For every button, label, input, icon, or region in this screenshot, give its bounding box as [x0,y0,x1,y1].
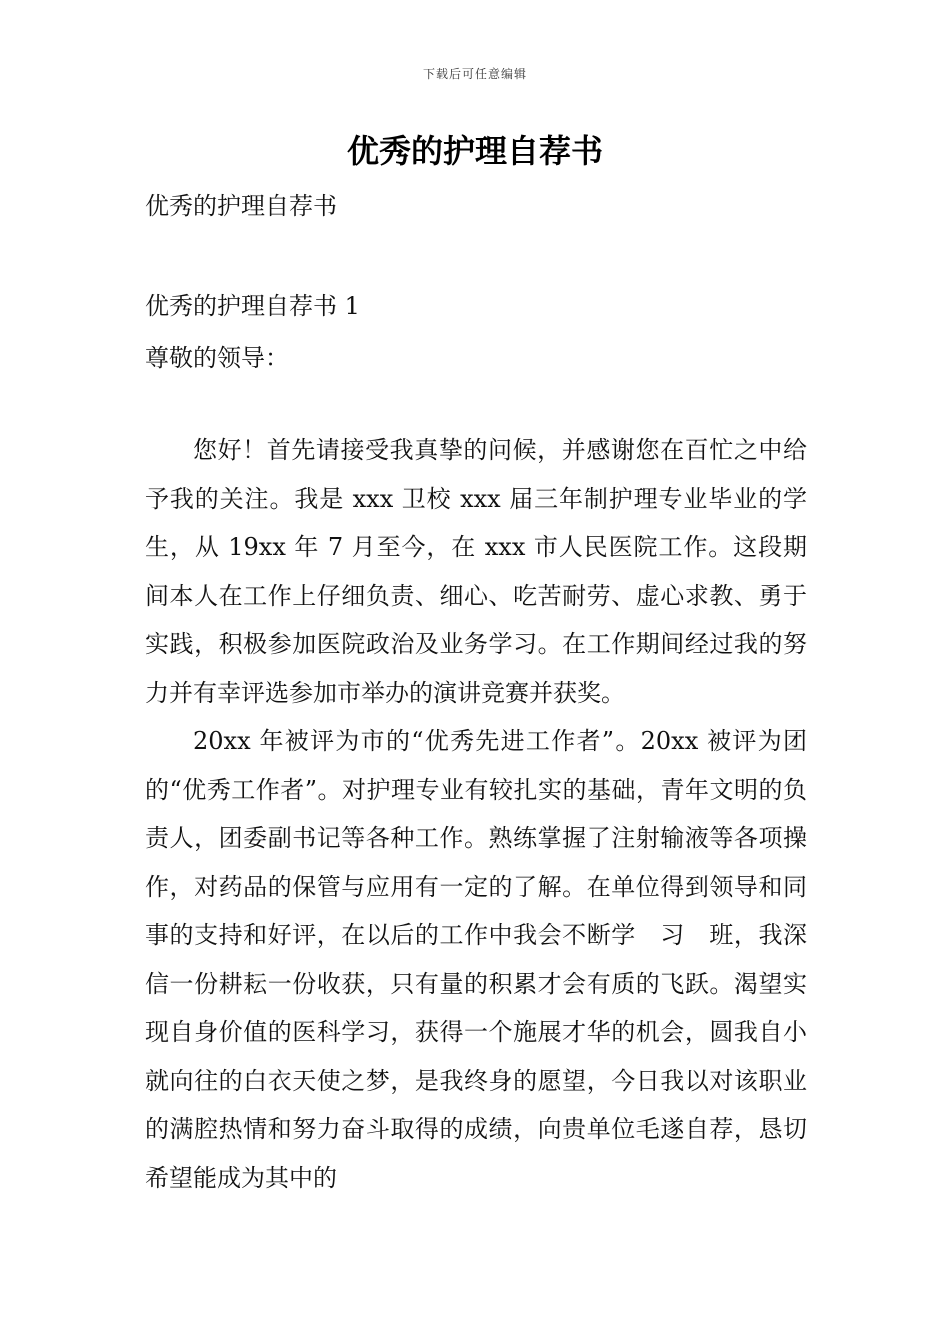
section-heading: 优秀的护理自荐书 1 [145,292,360,320]
document-subtitle: 优秀的护理自荐书 [145,192,337,220]
header-note: 下载后可任意编辑 [422,67,527,81]
paragraph: 您好！首先请接受我真挚的问候，并感谢您在百忙之中给予我的关注。我是 xxx 卫校 xxx 届三年制护理专业毕业的学生，从 19xx 年 7 月至今，在 xxx 市人民医院工作。这段期间本人在工作上仔细负责、细心、吃苦耐劳、虚心求教、勇于实践，积极参加医院政治及业务学习。在工作期间经过我的努力并有幸评选参加市举办的演讲竞赛并获奖。 [145,436,807,707]
letter-body [145,426,807,1202]
paragraph: 20xx 年被评为市的“优秀先进工作者”。20xx 被评为团的“优秀工作者”。对护理专业有较扎实的基础，青年文明的负责人，团委副书记等各种工作。熟练掌握了注射输液等各项操作，对药品的保管与应用有一定的了解。在单位得到领导和同事的支持和好评，在以后的工作中我会不断学 习 班，我深信一份耕耘一份收获，只有量的积累才会有质的飞跃。渴望实现自身价值的医科学习，获得一个施展才华的机会，圆我自小就向往的白衣天使之梦，是我终身的愿望，今日我以对该职业的满腔热情和努力奋斗取得的成绩，向贵单位毛遂自荐，恳切希望能成为其中的 [145,727,807,1192]
salutation: 尊敬的领导： [145,344,289,372]
document-title: 优秀的护理自荐书 [346,132,603,170]
